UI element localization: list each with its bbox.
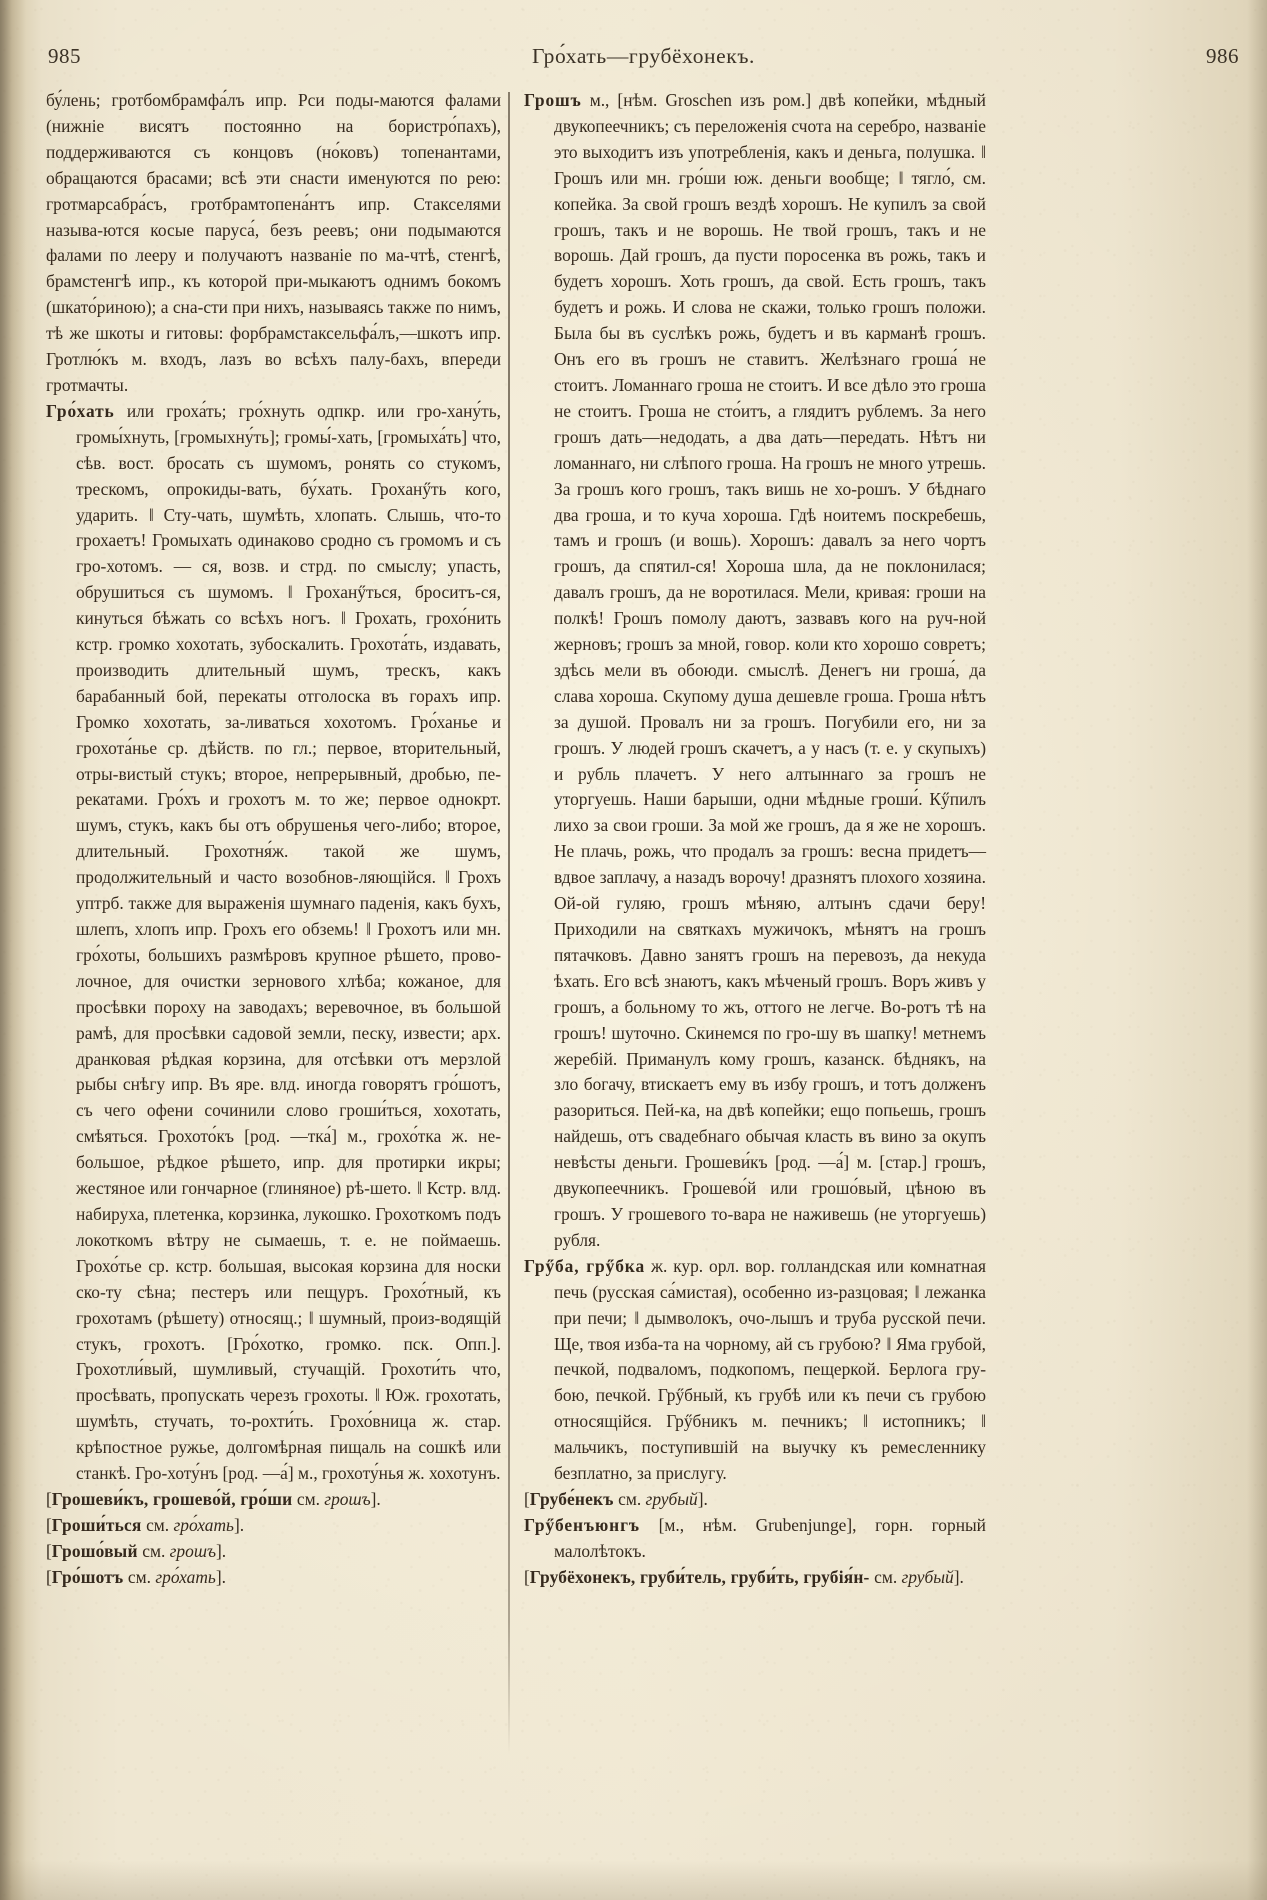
dictionary-entry: Грошъ м., [нѣм. Groschen изъ ром.] двѣ копейки, мѣдный двукопеечникъ; съ переложенія счота на серебро, названіе это выходитъ изъ употребленія, какъ и деньга, полушка. ‖ Грошъ или мн. гро́ши юж. деньги вообще; ‖ тягло́, см. копейка. За свой грошъ вездѣ хорошъ. Не купилъ за свой грошъ, такъ и не ворошь. Не твой грошъ, такъ и не ворошь. Дай грошъ, да пусти поросенка въ рожь, такъ и будетъ хорошъ. Хоть грошъ, да свой. Есть грошъ, такъ будетъ и рожь. И слова не скажи, только грошъ положи. Была бы въ суслѣкъ рожь, будетъ и въ карманѣ грошъ. Онъ его въ грошъ не ставитъ. Желѣзнаго гроша́ не стоитъ. Ломаннаго гроша не стоитъ. И все дѣло это гроша не стоитъ. Гроша не сто́итъ, а глядитъ рублемъ. За него грошъ дать—недодать, а два дать—передать. Нѣтъ ни ломаннаго, ни слѣпого гроша. На грошъ не много утрешь. За грошъ кого грошъ, такъ вишь не хо-рошъ. У бѣднаго два гроша, и то куча хороша. Гдѣ ноитемъ поскребешь, тамъ и грошъ (и вошь). Хорошъ: давалъ за него чортъ грошъ, да спятил-ся! Хороша шла, да не поклонилася; давалъ грошъ, да не воротилася. Мели, кривая: гроши на полкѣ! Грошъ помолу даютъ, зазвавъ кого на руч-ной жерновъ; грошъ за мной, говор. коли кто хорошо совретъ; здѣсь мели въ обоюди. смыслѣ. Денегъ ни гроша́, да слава хороша. Скупому душа дешевле гроша. Гроша нѣтъ за душой. Провалъ ни за грошъ. Погубили его, ни за грошъ. У людей грошъ скачетъ, а у насъ (т. е. у скупыхъ) и рубль плачетъ. У него алтыннаго за грошъ не уторгуешь. Наши барыши, одни мѣдные гроши́. Кӳпилъ лихо за свои гроши. За мой же грошъ, да я же не хорошъ. Не плачь, рожь, что продалъ за грошъ: весна придетъ—вдвое заплачу, а назадъ ворочу! дразнятъ плохого хозяина. Ой-ой гуляю, грошъ мѣняю, алтынъ сдачи беру! Приходили на святкахъ мужичокъ, мѣнятъ на грошъ пятачковъ. Давно занятъ грошъ на перевозъ, да некуда ѣхать. Его всѣ знаютъ, какъ мѣченый грошъ. Воръ живъ у грошъ, а больному то жъ, оттого не легче. Во-ротъ тѣ на грошъ! шуточно. Скинемся по гро-шу въ шапку! метнемъ жеребій. Приманулъ кому грошъ, казанск. бѣднякъ, на зло богачу, втискаетъ ему въ избу грошъ, и тотъ долженъ разориться. Пей-ка, на двѣ копейки; ещо попьешь, грошъ найдешь, отъ свадебнаго обычая класть въ вино за окупъ невѣсты деньги. Грошеви́къ [род. —а́] м. [стар.] грошъ, двукопеечникъ. Грошево́й или грошо́вый, цѣною въ грошъ. У грошевого то-вара не наживешь (не уторгуешь) рубля. xyxy=(524,90,987,1250)
sense-divider: ‖ xyxy=(914,1281,919,1302)
folio-left: 985 xyxy=(48,44,81,68)
dictionary-entry: Грӳба, грӳбка ж. кур. орл. вор. голландская или комнатная печь (русская са́мистая), особенно из-разцовая; ‖ лежанка при печи; ‖ дымволокъ, очо-лышъ и труба русской печи. Ще, твоя изба-та на чорному, ай съ грубою? ‖ Яма грубой, печкой, подваломъ, подкопомъ, пещеркой. Берлога гру-бою, печкой. Грӳбный, къ грубѣ или къ печи съ грубою относящійся. Грӳбникъ м. печникъ; ‖ истопникъ; ‖ мальчикъ, поступившій на выучку къ ремесленнику безплатно, за прислугу. xyxy=(524,1255,986,1484)
sense-divider: ‖ xyxy=(981,141,985,162)
running-head xyxy=(48,44,1239,74)
entry-continuation: бу́лень; гротбомбрамфа́лъ ипр. Рси поды-маются фалами (нижніе висятъ постоянно на бористро́пахъ), поддерживаются съ концовъ (но́ковъ) топенантами, обращаются брасами; всѣ эти снасти именуются по рею: гротмарсабра́съ, гротбрамтопена́нтъ ипр. Стакселями называ-ются косые паруса́, безъ реевъ; они подымаются фалами по лееру и получаютъ названіе по ма-чтѣ, стенгѣ, брамстенгѣ ипр., къ которой при-мыкаютъ однимъ бокомъ (шкато́риною); а сна-сти при нихъ, называясь также по нимъ, тѣ же шкоты и гитовы: форбрамстаксельфа́лъ,—шкотъ ипр. Гротлю́къ м. входъ, лазъ во всѣхъ палу-бахъ, впереди гротмачты. xyxy=(46,90,501,395)
sense-divider: ‖ xyxy=(366,919,371,939)
text-columns xyxy=(46,88,1241,1874)
sense-divider: ‖ xyxy=(287,582,292,603)
cross-reference-entry: [Грубе́некъ см. грубый]. xyxy=(524,1488,708,1509)
sense-divider: ‖ xyxy=(148,504,153,525)
dictionary-entry: Грӳбенъюнгъ [м., нѣм. Grubenjunge], горн. горный малолѣтокъ. xyxy=(524,1514,986,1561)
sense-divider: ‖ xyxy=(898,167,903,188)
sense-divider: ‖ xyxy=(417,1178,421,1199)
cross-reference-entry: [Гроши́ться см. гро́хать]. xyxy=(46,1514,245,1535)
sense-divider: ‖ xyxy=(863,1411,868,1432)
sense-divider: ‖ xyxy=(445,867,449,888)
sense-divider: ‖ xyxy=(634,1307,639,1328)
sense-divider: ‖ xyxy=(308,1307,313,1328)
scan-edge-shadow-left xyxy=(0,0,26,1900)
running-head-title: Гро́хать—грубёхонекъ. xyxy=(531,44,756,68)
sense-divider: ‖ xyxy=(340,608,345,629)
sense-divider: ‖ xyxy=(886,1333,891,1354)
column-divider-rule xyxy=(508,92,510,1754)
sense-divider: ‖ xyxy=(981,1411,985,1432)
column-right xyxy=(524,88,986,1874)
cross-reference-entry: [Грубёхонекъ, груби́тель, груби́ть, грубія́н- см. грубый]. xyxy=(524,1566,964,1587)
sense-divider: ‖ xyxy=(374,1385,379,1406)
cross-reference-entry: [Гро́шотъ см. гро́хать]. xyxy=(46,1566,226,1587)
folio-right: 986 xyxy=(1206,44,1239,68)
cross-reference-entry: [Грошеви́къ, грошево́й, гро́ши см. грошъ]. xyxy=(46,1488,381,1509)
dictionary-entry: Гро́хать или гроха́ть; гро́хнуть одпкр. или гро-хану́ть, громы́хнуть, [громыхну́ть]; громы́-хать, [громыха́ть] что, сѣв. вост. бросать съ шумомъ, ронять со стукомъ, трескомъ, опрокиды-вать, бу́хать. Гроханӳть кого, ударить. ‖ Сту-чать, шумѣть, хлопать. Слышь, что-то грохаетъ! Громыхать одинаково сродно съ громомъ и съ гро-хотомъ. — ся, возв. и стрд. по смыслу; упасть, обрушиться съ шумомъ. ‖ Гроханӳться, броситъ-ся, кинуться бѣжать со всѣхъ ногъ. ‖ Грохать, грохо́нить кстр. громко хохотать, зубоскалить. Грохота́ть, издавать, производить длительный шумъ, трескъ, какъ барабанный бой, перекаты отголоска въ горахъ ипр. Громко хохотать, за-ливаться хохотомъ. Гро́ханье и грохота́нье ср. дѣйств. по гл.; первое, вторительный, отры-вистый стукъ; второе, непрерывный, дробью, пе-рекатами. Гро́хъ и грохотъ м. то же; первое однокрт. шумъ, стукъ, какъ бы отъ обрушенья чего-либо; второе, длительный. Грохотня́ж. такой же шумъ, продолжительный и часто возобнов-ляющійся. ‖ Грохъ уптрб. также для выраженія шумнаго паденія, какъ бухъ, шлепъ, хлопъ ипр. Грохъ его обземь! ‖ Грохотъ или мн. гро́хоты, большихъ размѣровъ крупное рѣшето, прово-лочное, для очистки зернового хлѣба; кожаное, для просѣвки пороху на заводахъ; веревочное, въ большой рамѣ, для просѣвки садовой земли, песку, извести; арх. дранковая рѣдкая корзина, для отсѣвки отъ мерзлой рыбы снѣгу ипр. Въ яре. влд. иногда говорятъ гро́шотъ, съ чего офени сочинили слово гроши́ться, хохотать, смѣяться. Грохото́къ [род. —тка́] м., грохо́тка ж. не-большое, рѣдкое рѣшето, ипр. для протирки икры; жестяное или гончарное (глиняное) рѣ-шето. ‖ Кстр. влд. набируха, плетенка, корзинка, лукошко. Грохоткомъ подъ локоткомъ вѣтру не сымаешь, т. е. не поймаешь. Грохо́тье ср. кстр. большая, высокая корзина для носки ско-ту сѣна; пестеръ или пещуръ. Грохо́тный, къ грохотамъ (рѣшету) относящ.; ‖ шумный, произ-водящій стукъ, грохотъ. [Гро́хотко, громко. пск. Опп.]. Грохотли́вый, шумливый, стучащій. Грохоти́ть что, просѣвать, пропускать черезъ грохоты. ‖ Юж. грохотать, шумѣть, стучать, то-рохти́ть. Грохо́вница ж. стар. крѣпостное ружье, долгомѣрная пищаль на сошкѣ или станкѣ. Гро-хоту́нъ [род. —а́] м., грохоту́нья ж. хохотунъ. xyxy=(46,400,502,1484)
column-left xyxy=(46,88,501,1874)
scan-edge-shadow-right xyxy=(1247,0,1267,1900)
cross-reference-entry: [Грошо́вый см. грошъ]. xyxy=(46,1540,227,1561)
